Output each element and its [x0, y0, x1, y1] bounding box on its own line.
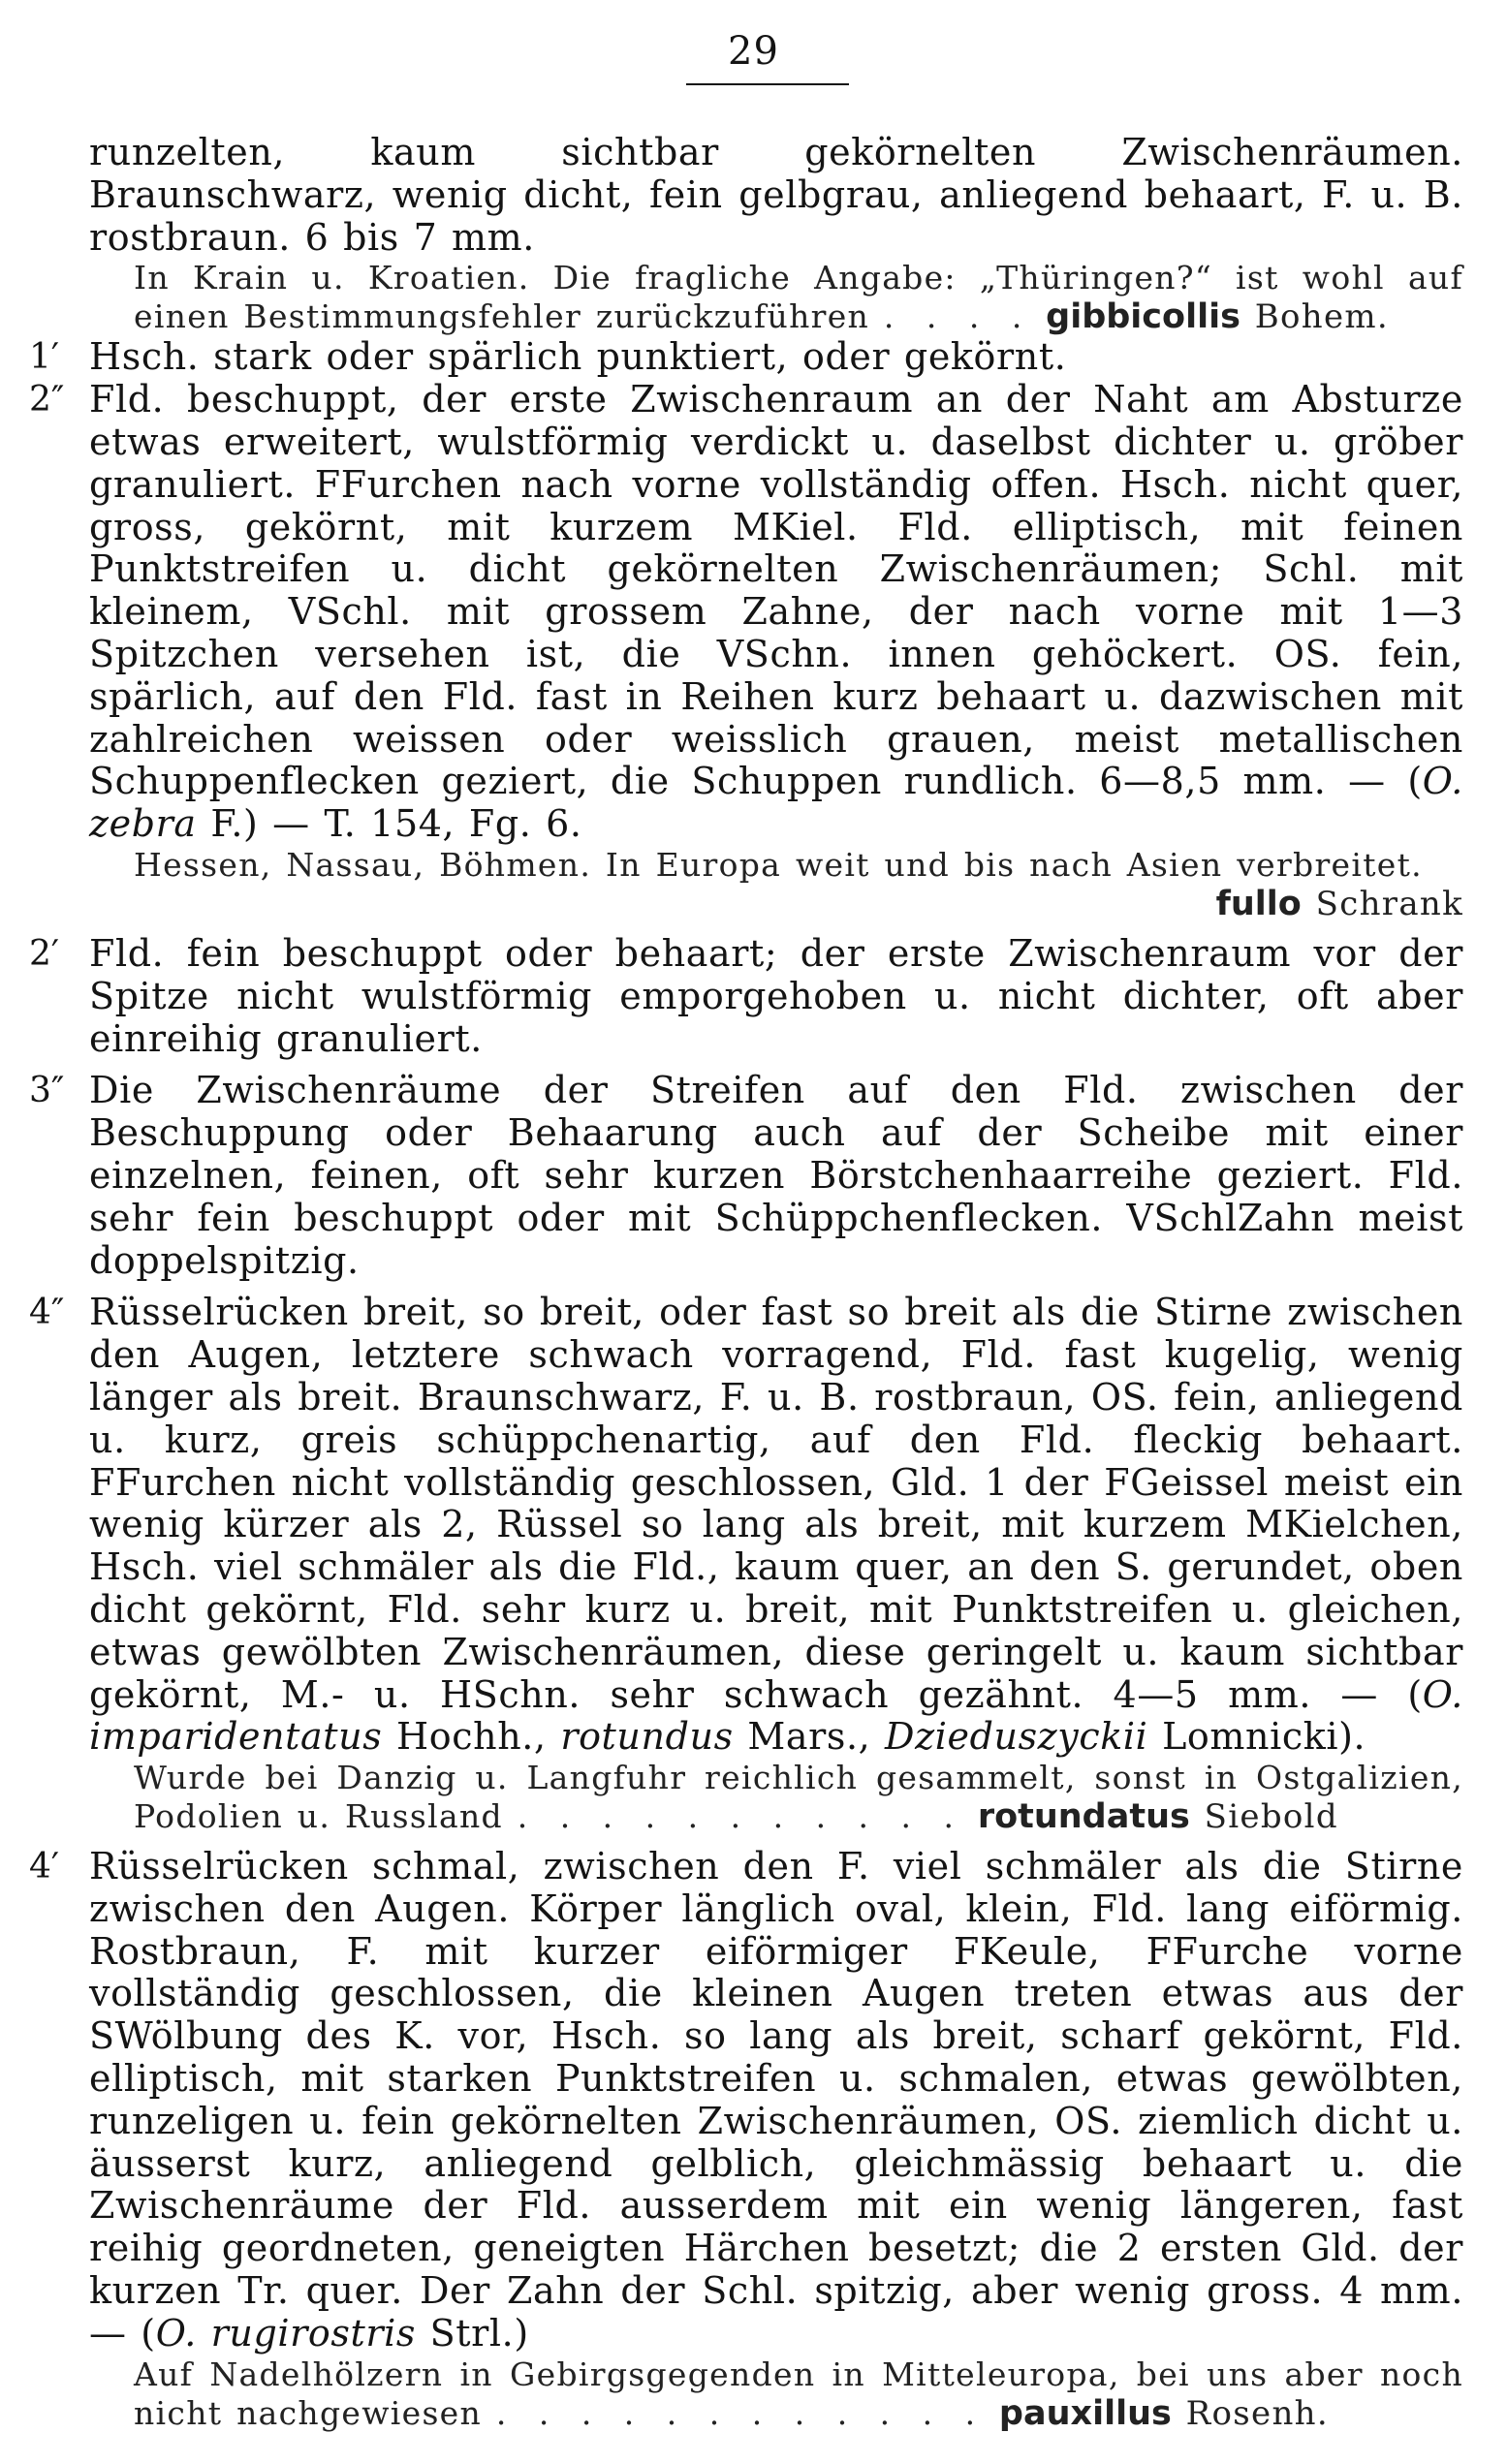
leader-dots: . . . . — [883, 297, 1032, 336]
synonym-name: O. rugirostris — [155, 2311, 416, 2355]
couplet-number: 2′ — [29, 933, 60, 974]
author-text: Mars., — [733, 1715, 886, 1759]
couplet-tail: Lomnicki). — [1147, 1715, 1366, 1759]
note-text: Auf Nadelhölzern in Gebirgsgegenden in Mitteleuropa, bei uns aber noch nicht nachgewiesen — [134, 2355, 1463, 2432]
couplet-number: 3″ — [29, 1071, 65, 1111]
key-couplet-1-prime — [0, 336, 1507, 379]
page-number-rule — [686, 83, 849, 85]
species-name: fullo — [1215, 884, 1302, 923]
note-text: Wurde bei Danzig u. Langfuhr reichlich gesammelt, sonst in Ostgalizien, Podolien u. Russland — [134, 1759, 1463, 1836]
couplet-tail: Strl.) — [415, 2311, 529, 2355]
document-body — [0, 132, 1507, 2433]
synonym-name: O. zebra — [89, 760, 1463, 846]
distribution-note — [134, 259, 1463, 336]
key-couplet-3-double-prime — [0, 1070, 1507, 1282]
couplet-body: Rüsselrücken schmal, zwischen den F. viel schmäler als die Stirne zwischen den Augen. Körper länglich oval, klein, Fld. lang eiförmig. Rostbraun, F. mit kurzer eiförmiger FKeule, FFurche vorne vollständig geschlossen, die kleinen Augen treten etwas aus der SWölbung des K. vor, Hsch. so lang als breit, scharf gekörnt, Fld. elliptisch, mit starken Punktstreifen u. schmalen, etwas gewölbten, runzeligen u. fein gekörnelten Zwischenräumen, OS. ziemlich dicht u. äusserst kurz, anliegend gelblich, gleichmässig behaart u. die Zwischenräume der Fld. ausserdem mit ein wenig längeren, fast reihig geordneten, geneigten Härchen besetzt; die 2 ersten Gld. der kurzen Tr. quer. Der Zahn der Schl. spitzig, aber wenig gross. 4 mm. — ( — [89, 1845, 1463, 2355]
synonym-name: O. imparidentatus — [89, 1672, 1463, 1759]
synonym-name: rotundus — [560, 1715, 734, 1759]
species-name: pauxillus — [998, 2393, 1172, 2433]
synonym-name: Dzieduszyckii — [885, 1715, 1148, 1759]
author-text: Hochh., — [382, 1715, 561, 1759]
couplet-number: 4″ — [29, 1293, 65, 1333]
couplet-body: Rüsselrücken breit, so breit, oder fast so breit als die Stirne zwischen den Augen, letztere schwach vorragend, Fld. fast kugelig, wenig länger als breit. Braunschwarz, F. u. B. rostbraun, OS. fein, anliegend u. kurz, greis schüppchenartig, auf den Fld. fleckig behaart. FFurchen nicht vollständig geschlossen, Gld. 1 der FGeissel meist ein wenig kürzer als 2, Rüssel so lang als breit, mit kurzem MKielchen, Hsch. viel schmäler als die Fld., kaum quer, an den S. gerundet, oben dicht gekörnt, Fld. sehr kurz u. breit, mit Punktstreifen u. gleichen, etwas gewölbten Zwischenräumen, diese geringelt u. kaum sichtbar gekörnt, M.- u. HSchn. sehr schwach gezähnt. 4—5 mm. — ( — [89, 1291, 1463, 1716]
key-couplet-4-prime — [0, 1846, 1507, 2355]
couplet-text — [89, 1846, 1463, 2355]
couplet-text: Fld. fein beschuppt oder behaart; der erste Zwischenraum vor der Spitze nicht wulstförmig emporgehoben u. nicht dichter, oft aber einreihig granuliert. — [89, 931, 1463, 1060]
couplet-number: 1′ — [29, 337, 60, 378]
distribution-note — [134, 1759, 1463, 1836]
species-author: Siebold — [1204, 1797, 1338, 1837]
key-couplet-4-double-prime — [0, 1292, 1507, 1759]
paragraph-text: runzelten, kaum sichtbar gekörnelten Zwischenräumen. Braunschwarz, wenig dicht, fein gelbgrau, anliegend behaart, F. u. B. rostbraun. 6 bis 7 mm. — [89, 131, 1463, 259]
paragraph-continuation — [0, 132, 1507, 259]
couplet-number: 4′ — [29, 1847, 60, 1887]
species-name: gibbicollis — [1046, 297, 1240, 337]
species-line — [134, 885, 1463, 923]
species-name: rotundatus — [977, 1797, 1190, 1837]
note-gibbicollis — [0, 259, 1507, 336]
distribution-note: Hessen, Nassau, Böhmen. In Europa weit und bis nach Asien verbreitet. — [134, 845, 1423, 884]
note-rotundatus — [0, 1759, 1507, 1836]
distribution-note — [134, 2355, 1463, 2433]
page-number: 29 — [728, 29, 779, 74]
note-pauxillus — [0, 2355, 1507, 2433]
couplet-text: Hsch. stark oder spärlich punktiert, oder gekörnt. — [89, 335, 1067, 379]
couplet-text — [89, 379, 1463, 846]
note-text: In Krain u. Kroatien. Die fragliche Angabe: „Thüringen?“ ist wohl auf einen Bestimmungsfehler zurückzuführen — [134, 259, 1463, 336]
species-author: Rosenh. — [1185, 2393, 1329, 2433]
key-couplet-2-double-prime — [0, 379, 1507, 846]
leader-dots: . . . . . . . . . . . — [517, 1797, 964, 1836]
note-fullo — [0, 846, 1507, 923]
couplet-body: Fld. beschuppt, der erste Zwischenraum an der Naht am Absturze etwas erweitert, wulstförmig verdickt u. daselbst dichter u. gröber granuliert. FFurchen nach vorne vollständig offen. Hsch. nicht quer, gross, gekörnt, mit kurzem MKiel. Fld. elliptisch, mit feinen Punktstreifen u. dicht gekörnelten Zwischenräumen; Schl. mit kleinem, VSchl. mit grossem Zahne, der nach vorne mit 1—3 Spitzchen versehen ist, die VSchn. innen gehöckert. OS. fein, spärlich, auf den Fld. fast in Reihen kurz behaart u. dazwischen mit zahlreichen weissen oder weisslich grauen, meist metallischen Schuppenflecken geziert, die Schuppen rundlich. 6—8,5 mm. — ( — [89, 378, 1463, 803]
species-author: Schrank — [1315, 884, 1463, 923]
couplet-number: 2″ — [29, 380, 65, 421]
couplet-text: Die Zwischenräume der Streifen auf den Fld. zwischen der Beschuppung oder Behaarung auch auf der Scheibe mit einer einzelnen, feinen, oft sehr kurzen Börstchenhaarreihe geziert. Fld. sehr fein beschuppt oder mit Schüppchenflecken. VSchlZahn meist doppelspitzig. — [89, 1069, 1463, 1282]
couplet-tail: F.) — T. 154, Fg. 6. — [196, 802, 582, 846]
leader-dots: . . . . . . . . . . . . — [495, 2393, 986, 2432]
species-author: Bohem. — [1254, 297, 1390, 337]
key-couplet-2-prime — [0, 933, 1507, 1060]
couplet-text — [89, 1292, 1463, 1759]
